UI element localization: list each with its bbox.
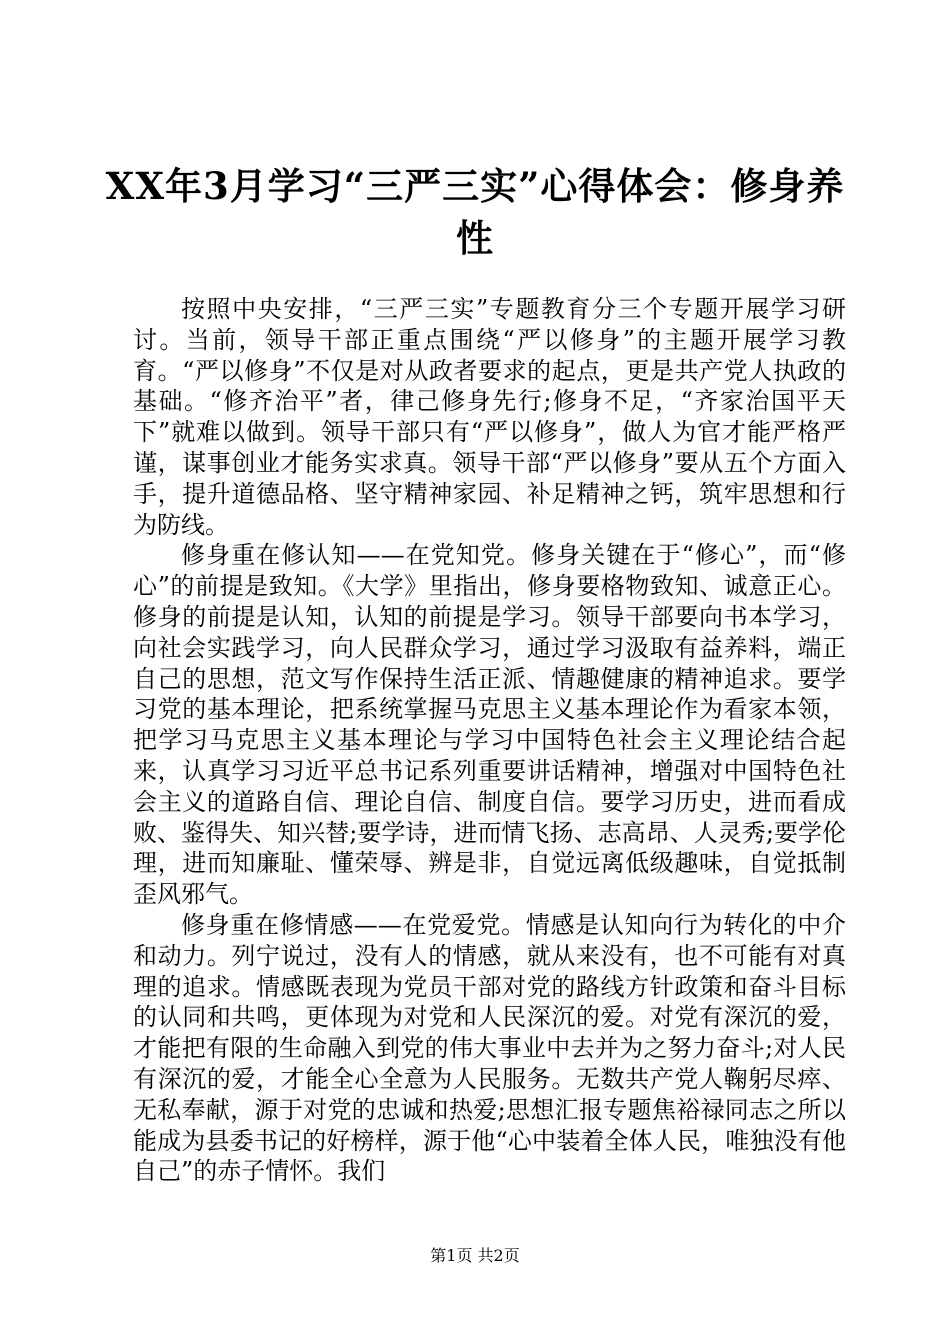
- document-title: XX年3月学习“三严三实”心得体会：修身养性: [105, 164, 845, 260]
- document-body: [133, 294, 846, 1187]
- page-footer: 第1页 共2页: [430, 1246, 520, 1265]
- paragraph-cognition: 修身重在修认知——在党知党。修身关键在于“修心”，而“修心”的前提是致知。《大学》里指出，修身要格物致知、诚意正心。修身的前提是认知，认知的前提是学习。领导干部要向书本学习，向社会实践学习，向人民群众学习，通过学习汲取有益养料，端正自己的思想，范文写作保持生活正派、情趣健康的精神追求。要学习党的基本理论，把系统掌握马克思主义基本理论作为看家本领，把学习马克思主义基本理论与学习中国特色社会主义理论结合起来，认真学习习近平总书记系列重要讲话精神，增强对中国特色社会主义的道路自信、理论自信、制度自信。要学习历史，进而看成败、鉴得失、知兴替;要学诗，进而情飞扬、志高昂、人灵秀;要学伦理，进而知廉耻、懂荣辱、辨是非，自觉远离低级趣味，自觉抵制歪风邪气。: [133, 541, 846, 909]
- paragraph-emotion: 修身重在修情感——在党爱党。情感是认知向行为转化的中介和动力。列宁说过，没有人的情感，就从来没有，也不可能有对真理的追求。情感既表现为党员干部对党的路线方针政策和奋斗目标的认同和共鸣，更体现为对党和人民深沉的爱。对党有深沉的爱，才能把有限的生命融入到党的伟大事业中去并为之努力奋斗;对人民有深沉的爱，才能全心全意为人民服务。无数共产党人鞠躬尽瘁、无私奉献，源于对党的忠诚和热爱;思想汇报专题焦裕禄同志之所以能成为县委书记的好榜样，源于他“心中装着全体人民，唯独没有他自己”的赤子情怀。我们: [133, 910, 846, 1186]
- paragraph-intro: 按照中央安排，“三严三实”专题教育分三个专题开展学习研讨。当前，领导干部正重点围绕“严以修身”的主题开展学习教育。“严以修身”不仅是对从政者要求的起点，更是共产党人执政的基础。“修齐治平”者，律己修身先行;修身不足，“齐家治国平天下”就难以做到。领导干部只有“严以修身”，做人为官才能严格严谨，谋事创业才能务实求真。领导干部“严以修身”要从五个方面入手，提升道德品格、坚守精神家园、补足精神之钙，筑牢思想和行为防线。: [133, 295, 846, 539]
